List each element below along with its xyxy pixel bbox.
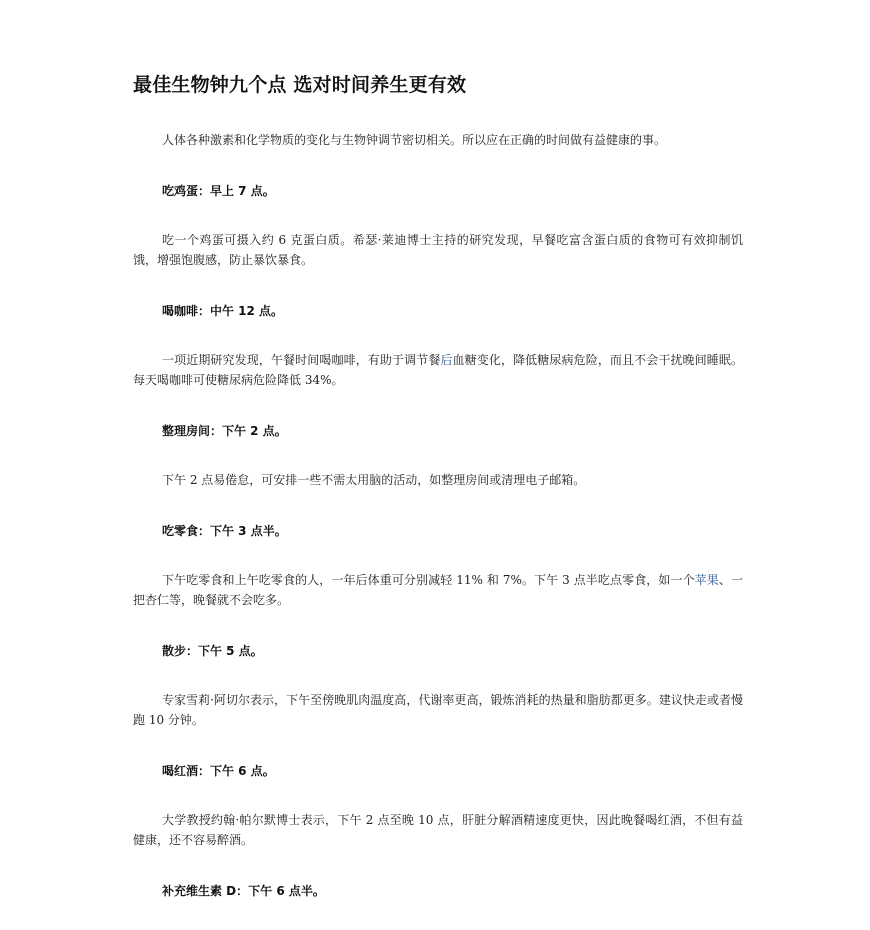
section-heading-red-wine: 喝红酒：下午 6 点。 <box>162 764 275 778</box>
snack-text-pre: 下午吃零食和上午吃零食的人，一年后体重可分别减轻 11% 和 7%。下午 3 点半吃点零食，如一个 <box>162 573 695 587</box>
article <box>133 70 743 930</box>
article-title: 最佳生物钟九个点 选对时间养生更有效 <box>133 74 467 96</box>
link-after[interactable]: 后 <box>440 353 453 367</box>
section-body-coffee <box>133 350 743 390</box>
intro-paragraph: 人体各种激素和化学物质的变化与生物钟调节密切相关。所以应在正确的时间做有益健康的事。 <box>162 133 667 147</box>
coffee-text-pre: 一项近期研究发现，午餐时间喝咖啡，有助于调节餐 <box>162 353 441 367</box>
coffee-text-post: 血糖变化，降低糖尿病危险，而且不会干扰晚间睡眠。每天喝咖啡可使糖尿病危险降低 34%。 <box>133 353 743 387</box>
link-apple[interactable]: 苹果 <box>694 573 719 587</box>
section-heading-vitamin-d: 补充维生素 D：下午 6 点半。 <box>162 884 325 898</box>
section-heading-snack: 吃零食：下午 3 点半。 <box>162 524 287 538</box>
section-body-snack <box>133 570 743 610</box>
section-body-walk: 专家雪莉·阿切尔表示，下午至傍晚肌肉温度高，代谢率更高，锻炼消耗的热量和脂肪都更多。建议快走或者慢跑 10 分钟。 <box>133 693 743 727</box>
section-heading-eggs: 吃鸡蛋：早上 7 点。 <box>162 184 275 198</box>
section-heading-tidy-room: 整理房间：下午 2 点。 <box>162 424 287 438</box>
section-body-eggs: 吃一个鸡蛋可摄入约 6 克蛋白质。希瑟·莱迪博士主持的研究发现，早餐吃富含蛋白质的食物可有效抑制饥饿，增强饱腹感，防止暴饮暴食。 <box>133 233 743 267</box>
section-body-tidy-room: 下午 2 点易倦怠，可安排一些不需太用脑的活动，如整理房间或清理电子邮箱。 <box>162 473 586 487</box>
section-heading-walk: 散步：下午 5 点。 <box>162 644 263 658</box>
section-heading-coffee: 喝咖啡：中午 12 点。 <box>162 304 284 318</box>
section-body-red-wine: 大学教授约翰·帕尔默博士表示，下午 2 点至晚 10 点，肝脏分解酒精速度更快，因此晚餐喝红酒，不但有益健康，还不容易醉酒。 <box>133 813 743 847</box>
snack-text-post: 、一把杏仁等，晚餐就不会吃多。 <box>133 573 743 607</box>
